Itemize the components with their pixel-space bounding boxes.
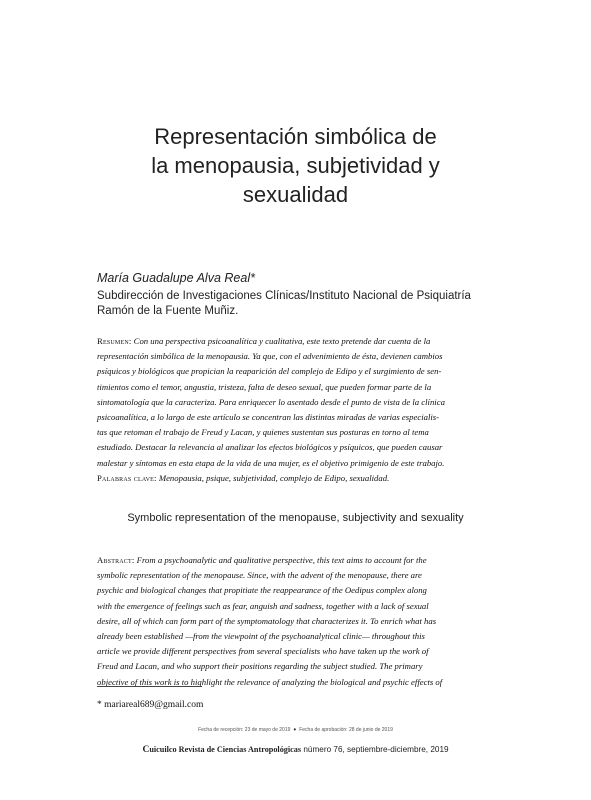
article-title	[80, 122, 511, 209]
journal-issue: número 76, septiembre-diciembre, 2019	[301, 745, 449, 754]
palabras-clave-label: Palabras clave:	[97, 473, 157, 483]
resumen-line: sintomatología que la caracteriza. Para enriquecer lo asentado desde el punto de vista de la clínica	[97, 396, 445, 407]
resumen-line: psíquicos y biológicos que propician la reaparición del complejo de Edipo y el surgimiento de sen-	[97, 366, 442, 377]
abstract-line: objective of this work is to highlight the relevance of analyzing the biological and psychic effects of	[97, 676, 443, 687]
abstract-line: psychic and biological changes that propitiate the reappearance of the Oedipus complex along	[97, 585, 427, 596]
palabras-clave-text: Menopausia, psique, subjetividad, complejo de Edipo, sexualidad.	[156, 473, 390, 483]
english-title: Symbolic representation of the menopause, subjectivity and sexuality	[127, 512, 464, 524]
received-date: Fecha de recepción: 23 de mayo de 2019	[198, 726, 291, 733]
footnote-divider	[97, 686, 202, 687]
journal-name-rest: uicuilco Revista de Ciencias Antropológicas	[149, 745, 302, 754]
resumen-line: timientos como el temor, angustia, tristeza, falta de deseo sexual, que pueden formar parte de la	[97, 381, 432, 392]
submission-dates	[0, 725, 591, 734]
title-line: la menopausia, subjetividad y	[151, 153, 440, 178]
abstract-block	[97, 553, 499, 690]
title-line: sexualidad	[242, 182, 349, 207]
resumen-text: Con una perspectiva psicoanalítica y cualitativa, este texto pretende dar cuenta de la	[131, 336, 431, 346]
bullet-separator: •	[293, 725, 297, 734]
journal-name	[142, 745, 301, 754]
resumen-line: tas que retoman el trabajo de Freud y Lacan, y quienes sustentan sus posturas en torno al tema	[97, 427, 429, 438]
abstract-label: Abstract:	[97, 555, 135, 565]
abstract-line: Freud and Lacan, and who support their positions regarding the subject studied. The primary	[97, 661, 423, 672]
resumen-block	[97, 334, 499, 471]
abstract-text: From a psychoanalytic and qualitative perspective, this text aims to account for the	[134, 555, 427, 565]
resumen-line	[97, 334, 499, 349]
author-name: María Guadalupe Alva Real*	[97, 271, 255, 285]
resumen-line: representación simbólica de la menopausia. Ya que, con el advenimiento de ésta, devienen cambios	[97, 351, 443, 362]
abstract-line: desire, all of which can form part of the symptomatology that characterizes it. To enrich what has	[97, 615, 437, 626]
abstract-line	[97, 553, 499, 568]
affiliation-line: Ramón de la Fuente Muñiz.	[97, 305, 239, 317]
journal-citation	[0, 745, 591, 755]
abstract-line: article we provide different perspectives from several specialists who have taken up the work of	[97, 646, 429, 657]
palabras-clave	[97, 471, 499, 486]
abstract-line: with the emergence of feelings such as fear, anguish and sadness, together with a lack of sexual	[97, 600, 429, 611]
title-line: Representación simbólica de	[154, 124, 437, 149]
author-email-footnote: * mariareal689@gmail.com	[97, 700, 204, 710]
abstract-line: already been established —from the viewpoint of the psychoanalytical clinic— throughout this	[97, 631, 425, 642]
abstract-line: symbolic representation of the menopause. Since, with the advent of the menopause, there are	[97, 570, 422, 581]
resumen-label: Resumen:	[97, 336, 132, 346]
approved-date: Fecha de aprobación: 28 de junio de 2019	[299, 726, 393, 733]
resumen-line: malestar y síntomas en esta etapa de la vida de una mujer, es el objetivo primigenio de este trabajo.	[97, 457, 445, 468]
journal-name-initial: C	[142, 745, 150, 755]
resumen-line: psicoanalítica, a lo largo de este artículo se concentran las distintas miradas de varias especialis-	[97, 412, 440, 423]
resumen-line: estudiado. Destacar la relevancia al analizar los efectos biológicos y psíquicos, que pueden causar	[97, 442, 443, 453]
affiliation-line: Subdirección de Investigaciones Clínicas/Instituto Nacional de Psiquiatría	[97, 290, 471, 302]
